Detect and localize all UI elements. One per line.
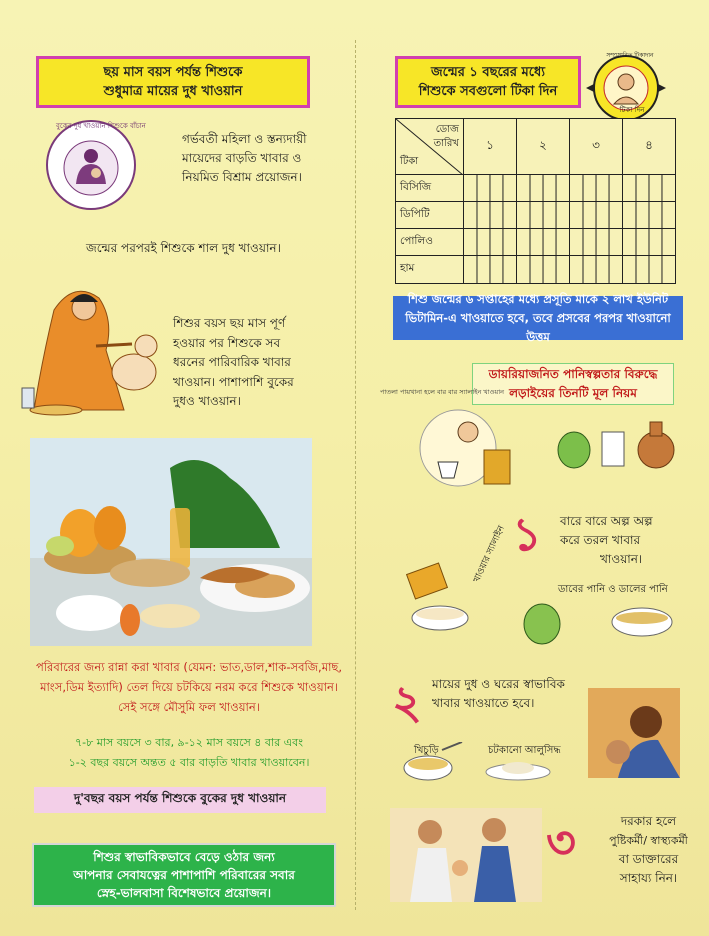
dose-cell bbox=[516, 256, 569, 284]
rule-two-line1: মায়ের দুধ ও ঘরের স্বাভাবিক bbox=[432, 677, 565, 691]
six-month-line2: হওয়ার পর শিশুকে সব bbox=[173, 335, 281, 350]
dose-header-1: ১ bbox=[464, 119, 517, 175]
dose-cell-grid bbox=[464, 256, 516, 283]
rule-three-line3: বা ডাক্তারের bbox=[618, 852, 679, 866]
badge-top-text: সম্প্রসারিত টিকাদান bbox=[606, 52, 654, 59]
dose-cell-grid bbox=[570, 256, 622, 283]
colostrum-text: জন্মের পরপরই শিশুকে শাল দুধ খাওয়ান। bbox=[86, 241, 281, 255]
left-title-box bbox=[36, 56, 310, 108]
family-care-line3: স্নেহ-ভালবাসা বিশেষভাবে প্রয়োজন। bbox=[96, 886, 272, 900]
dose-header-4: ৪ bbox=[623, 119, 676, 175]
rule-one-line1: বারে বারে অল্প অল্প bbox=[560, 514, 653, 528]
dose-cell bbox=[623, 175, 676, 202]
rule-three-number: ৩ bbox=[546, 815, 576, 869]
table-corner-cell bbox=[396, 119, 464, 175]
vaccination-table bbox=[395, 118, 676, 284]
dose-header-2: ২ bbox=[516, 119, 569, 175]
vaccine-row-label-bcg: বিসিজি bbox=[396, 175, 464, 202]
pregnant-line3: নিয়মিত বিশ্রাম প্রয়োজন। bbox=[182, 170, 302, 184]
vaccine-row-label-measles: হাম bbox=[396, 256, 464, 284]
dose-cell-grid bbox=[464, 229, 516, 255]
six-month-text bbox=[173, 314, 333, 412]
mother-child-photo bbox=[588, 688, 680, 778]
water-label: ডাবের পানি ও ডালের পানি bbox=[558, 584, 668, 595]
dose-cell-grid bbox=[570, 229, 622, 255]
coconut-glass-pot-illustration bbox=[552, 412, 682, 472]
frequency-text bbox=[30, 733, 348, 773]
dose-cell bbox=[464, 202, 517, 229]
dose-cell bbox=[569, 175, 622, 202]
dose-cell bbox=[623, 202, 676, 229]
family-food-line2: মাংস,ডিম ইত্যাদি) তেল দিয়ে চটকিয়ে নরম করে শিশুকে খাওয়ান। bbox=[40, 680, 338, 694]
corner-date-label: তারিখ bbox=[433, 138, 459, 149]
two-year-breastfeed-banner: দু'বছর বয়স পর্যন্ত শিশুকে বুকের দুধ খাওয়ান bbox=[34, 787, 326, 813]
right-title-box bbox=[395, 56, 581, 108]
dose-cell-grid bbox=[570, 175, 622, 201]
six-month-line3: ধরনের পারিবারিক খাবার bbox=[173, 355, 291, 369]
diarrhea-title-line1: ডায়রিয়াজনিত পানিস্বল্পতার বিরুদ্ধে bbox=[488, 367, 658, 381]
family-care-box bbox=[32, 843, 336, 907]
dose-cell bbox=[516, 175, 569, 202]
saline-packet-bowl-illustration bbox=[400, 558, 510, 648]
rule-two-number: ২ bbox=[392, 675, 422, 729]
pregnant-line1: গর্ভবতী মহিলা ও স্তন্যদায়ী bbox=[182, 132, 307, 146]
frequency-line2: ১-২ বছর বয়সে অন্তত ৫ বার বাড়তি খাবার খাওয়াবেন। bbox=[68, 756, 310, 769]
dose-cell bbox=[516, 229, 569, 256]
left-title-line2: শুধুমাত্র মায়ের দুধ খাওয়ান bbox=[103, 84, 243, 99]
dose-cell-grid bbox=[623, 256, 675, 283]
family-care-line2: আপনার সেবাযত্নের পাশাপাশি পরিবারের সবার bbox=[73, 868, 295, 882]
dose-cell-grid bbox=[623, 175, 675, 201]
dose-cell-grid bbox=[517, 202, 569, 228]
dose-cell-grid bbox=[464, 202, 516, 228]
dose-cell-grid bbox=[570, 202, 622, 228]
saline-label: খাওয়ার স্যালাইন bbox=[472, 524, 508, 585]
rule-three-line2: পুষ্টিকর্মী/ স্বাস্থ্যকর্মী bbox=[609, 834, 688, 847]
rule-three-line1: দরকার হলে bbox=[620, 814, 677, 828]
ors-saline-illustration bbox=[398, 402, 548, 492]
six-month-line1: শিশুর বয়স ছয় মাস পূর্ণ bbox=[173, 316, 286, 330]
corner-dose-label: ডোজ bbox=[435, 124, 459, 135]
dose-cell bbox=[623, 229, 676, 256]
right-title-line2: শিশুকে সবগুলো টিকা দিন bbox=[418, 84, 558, 99]
mother-feeding-illustration bbox=[14, 280, 174, 420]
dose-cell bbox=[569, 202, 622, 229]
family-food-photo bbox=[30, 438, 312, 646]
family-food-text bbox=[30, 657, 348, 717]
six-month-line4: খাওয়ান। পাশাপাশি বুকের bbox=[173, 374, 294, 389]
vaccine-row-label-polio: পোলিও bbox=[396, 229, 464, 256]
potato-label: চটকানো আলুসিদ্ধ bbox=[488, 745, 561, 756]
khichuri-label: খিচুড়ি bbox=[414, 745, 439, 756]
rule-one-text bbox=[560, 512, 680, 569]
ors-circle-label: পাতলা পায়খানা হলে বার বার স্যালাইন খাওয়ান bbox=[380, 388, 504, 396]
dose-cell bbox=[569, 229, 622, 256]
vitamin-a-banner bbox=[393, 291, 683, 344]
health-worker-photo bbox=[390, 808, 542, 902]
rule-one-number: ১ bbox=[512, 507, 542, 561]
rule-two-line2: খাবার খাওয়াতে হবে। bbox=[432, 696, 535, 710]
pregnant-line2: মায়েদের বাড়তি খাবার ও bbox=[182, 151, 302, 165]
badge-bottom-text: টিকা দিন bbox=[619, 106, 645, 114]
dose-cell bbox=[569, 256, 622, 284]
khichuri-potato-illustration bbox=[400, 742, 570, 788]
rule-one-line3: খাওয়ান। bbox=[600, 552, 643, 566]
dose-cell-grid bbox=[517, 256, 569, 283]
family-care-line1: শিশুর স্বাভাবিকভাবে বেড়ে ওঠার জন্য bbox=[93, 850, 275, 864]
family-food-line3: সেই সঙ্গে মৌসুমি ফল খাওয়ান। bbox=[118, 700, 260, 714]
right-title-line1: জন্মের ১ বছরের মধ্যে bbox=[431, 65, 545, 80]
frequency-line1: ৭-৮ মাস বয়সে ৩ বার, ৯-১২ মাস বয়সে ৪ বার এবং bbox=[74, 736, 304, 749]
breastfeeding-logo bbox=[44, 118, 138, 212]
corner-vaccine-label: টিকা bbox=[400, 156, 419, 167]
dose-cell bbox=[516, 202, 569, 229]
breastfeeding-logo-text: বুকের দুধ খাওয়ান শিশুকে বাঁচান bbox=[56, 122, 146, 130]
dose-cell-grid bbox=[623, 229, 675, 255]
diarrhea-title-box bbox=[472, 363, 674, 405]
left-title-line1: ছয় মাস বয়স পর্যন্ত শিশুকে bbox=[103, 65, 243, 80]
pregnant-mother-text bbox=[182, 130, 332, 187]
family-food-line1: পরিবারের জন্য রান্না করা খাবার (যেমন: ভাত,ডাল,শাক-সবজি,মাছ, bbox=[35, 660, 343, 674]
rule-two-text bbox=[432, 675, 602, 713]
diarrhea-title-line2: লড়াইয়ের তিনটি মূল নিয়ম bbox=[509, 386, 637, 400]
six-month-line5: দুধও খাওয়ান। bbox=[173, 394, 241, 408]
rule-three-line4: সাহায্য নিন। bbox=[619, 871, 678, 885]
dose-cell-grid bbox=[517, 175, 569, 201]
dose-cell-grid bbox=[464, 175, 516, 201]
dose-cell-grid bbox=[517, 229, 569, 255]
dose-cell bbox=[464, 175, 517, 202]
dose-header-3: ৩ bbox=[569, 119, 622, 175]
dose-cell bbox=[623, 256, 676, 284]
dose-cell bbox=[464, 256, 517, 284]
vaccine-row-label-dpt: ডিপিটি bbox=[396, 202, 464, 229]
dose-cell bbox=[464, 229, 517, 256]
dose-cell-grid bbox=[623, 202, 675, 228]
vitamin-line1: শিশু জন্মের ৬ সপ্তাহের মধ্যে প্রসূতি মাকে ২ লাখ ইউনিট bbox=[407, 291, 669, 306]
rule-one-line2: করে তরল খাবার bbox=[560, 533, 641, 547]
column-divider bbox=[355, 40, 357, 910]
coconut-and-dal-bowl-illustration bbox=[518, 592, 678, 648]
vitamin-line2: ভিটামিন-এ খাওয়াতে হবে, তবে প্রসবের পরপর খাওয়ানো উত্তম bbox=[405, 310, 671, 344]
rule-three-text bbox=[596, 812, 701, 888]
